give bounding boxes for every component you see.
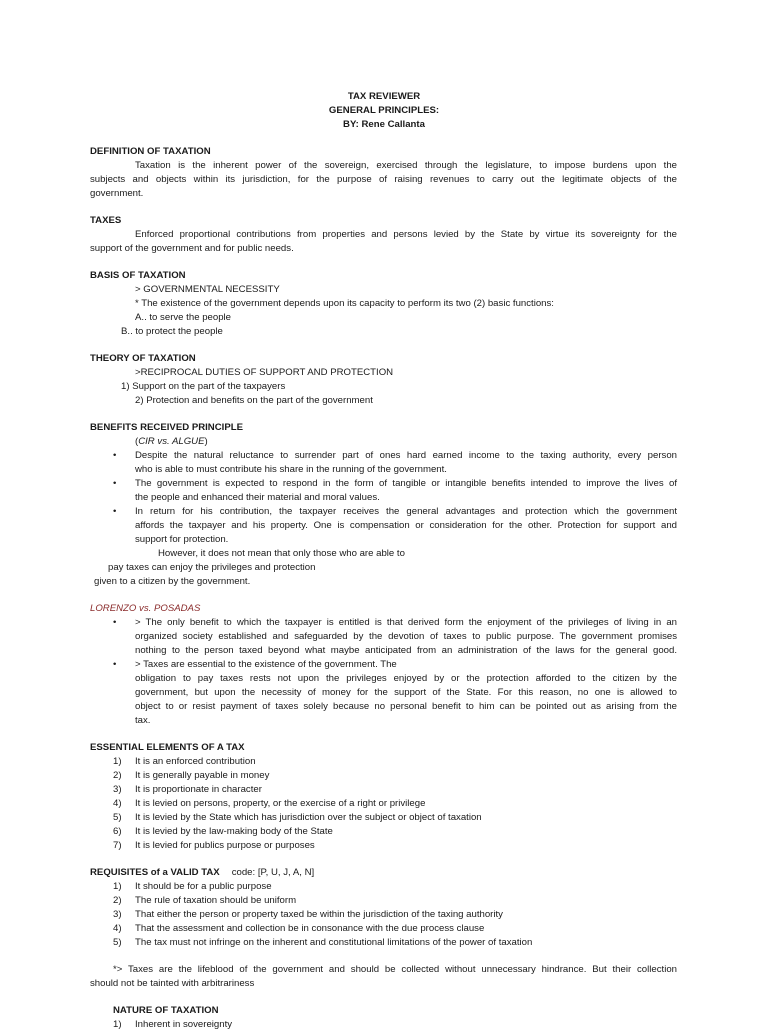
theory-line: >RECIPROCAL DUTIES OF SUPPORT AND PROTECTION [135,367,394,378]
paragraph-line: should not be tainted with arbitrariness [90,978,255,989]
bullet-icon: • [113,617,117,628]
list-item: It is generally payable in money [135,770,270,781]
list-item: It should be for a public purpose [135,881,272,892]
list-number: 2) [113,895,122,906]
basis-line: A.. to serve the people [135,312,231,323]
bullet-icon: • [113,506,117,517]
paragraph-line: *> Taxes are the lifeblood of the government and should be collected without unnecessary hindrance. But their collection [113,964,677,975]
list-item: That either the person or property taxed be within the jurisdiction of the taxing authority [135,909,503,920]
document-title: TAX REVIEWER [347,91,421,102]
list-number: 4) [113,798,122,809]
list-number: 1) [113,881,122,892]
list-number: 1) [113,756,122,767]
bullet-text: In return for his contribution, the taxpayer receives the general advantages and protection which the government [135,506,677,517]
list-number: 5) [113,812,122,823]
list-item: It is proportionate in character [135,784,262,795]
bullet-text: tax. [135,715,151,726]
list-item: It is an enforced contribution [135,756,256,767]
bullet-text: object to or resist payment of taxes solely because no personal benefit to him can be pointed out as arising from the [135,701,677,712]
basis-line: > GOVERNMENTAL NECESSITY [135,284,280,295]
section-heading-benefits: BENEFITS RECEIVED PRINCIPLE [90,422,243,433]
document-author: BY: Rene Callanta [343,119,425,130]
bullet-text: > The only benefit to which the taxpayer is entitled is that derived form the enjoyment of the privileges of living in an [135,617,677,628]
bullet-icon: • [113,659,117,670]
paragraph-line: pay taxes can enjoy the privileges and protection [108,562,316,573]
list-item: It is levied on persons, property, or the exercise of a right or privilege [135,798,426,809]
bullet-text: > Taxes are essential to the existence of the government. The [135,659,397,670]
document-subtitle: GENERAL PRINCIPLES: [328,105,440,116]
list-item: The tax must not infringe on the inherent and constitutional limitations of the power of taxation [135,937,533,948]
requisites-code: code: [P, U, J, A, N] [231,867,315,878]
bullet-text: government, but upon the necessity of money for the support of the State. For this reason, no one is allowed to [135,687,677,698]
section-heading-elements: ESSENTIAL ELEMENTS OF A TAX [90,742,245,753]
list-number: 5) [113,937,122,948]
bullet-icon: • [113,450,117,461]
paragraph-line: given to a citizen by the government. [94,576,251,587]
bullet-text: the people and enhanced their material and moral values. [135,492,380,503]
bullet-text: obligation to pay taxes rests not upon the privileges enjoyed by or the protection afforded to the citizen by the [135,673,677,684]
paren: ( [135,436,139,447]
theory-line: 2) Protection and benefits on the part of the government [135,395,373,406]
list-item: It is levied for publics purpose or purposes [135,840,315,851]
list-item: It is levied by the law-making body of the State [135,826,333,837]
basis-line: B.. to protect the people [121,326,223,337]
requisites-title: REQUISITES of a VALID TAX [90,867,220,878]
paragraph-line: government. [90,188,144,199]
list-item: That the assessment and collection be in consonance with the due process clause [135,923,485,934]
paragraph-line: Taxation is the inherent power of the sovereign, exercised through the legislature, to impose burdens upon the [135,160,677,171]
list-number: 6) [113,826,122,837]
basis-line: * The existence of the government depends upon its capacity to perform its two (2) basic functions: [135,298,554,309]
paragraph-line: support of the government and for public needs. [90,243,294,254]
list-number: 1) [113,1019,122,1030]
section-heading-nature: NATURE OF TAXATION [113,1005,219,1016]
section-heading-definition: DEFINITION OF TAXATION [90,146,211,157]
paragraph-line: However, it does not mean that only those who are able to [158,548,405,559]
paragraph-line: subjects and objects within its jurisdiction, for the purpose of raising revenues to carry out the legitimate objects of the [90,174,677,185]
section-heading-theory: THEORY OF TAXATION [90,353,196,364]
list-item: It is levied by the State which has jurisdiction over the subject or object of taxation [135,812,482,823]
bullet-icon: • [113,478,117,489]
theory-line: 1) Support on the part of the taxpayers [121,381,286,392]
bullet-text: nothing to the person taxed beyond what maybe anticipated from an administration of the laws for the general good. [135,645,677,656]
bullet-text: organized society established and safeguarded by the devotion of taxes to public purpose. The government promises [135,631,677,642]
paren: ) [204,436,208,447]
list-item: The rule of taxation should be uniform [135,895,297,906]
section-heading-lorenzo: LORENZO vs. POSADAS [90,603,201,614]
section-heading-requisites [90,867,314,879]
list-number: 7) [113,840,122,851]
case-name: CIR vs. ALGUE [138,436,205,447]
list-number: 4) [113,923,122,934]
bullet-text: support for protection. [135,534,229,545]
list-item: Inherent in sovereignty [135,1019,233,1030]
section-heading-taxes: TAXES [90,215,122,226]
bullet-text: affords the taxpayer and his property. One is compensation or consideration for the other. Protection for support and [135,520,677,531]
list-number: 2) [113,770,122,781]
list-number: 3) [113,909,122,920]
section-heading-basis: BASIS OF TAXATION [90,270,186,281]
paragraph-line: Enforced proportional contributions from properties and persons levied by the State by virtue its sovereignty for the [135,229,677,240]
bullet-text: Despite the natural reluctance to surrender part of ones hard earned income to the taxing authority, every person [135,450,677,461]
list-number: 3) [113,784,122,795]
bullet-text: The government is expected to respond in the form of tangible or intangible benefits intended to improve the lives of [135,478,677,489]
bullet-text: who is able to must contribute his share in the running of the government. [135,464,447,475]
case-citation [135,436,208,448]
